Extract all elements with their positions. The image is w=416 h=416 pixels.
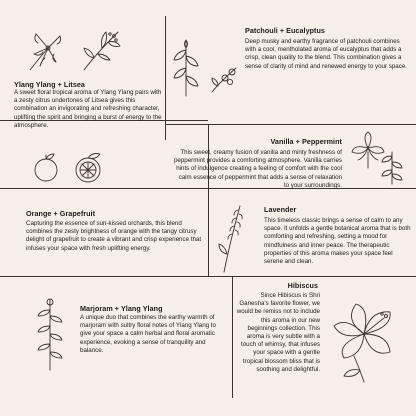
divider [165,124,416,125]
marjoram-sprig-icon [30,296,70,372]
section-description: Deep musky and earthy fragrance of patchouli combines with a cool, mentholated aroma of eucalyptus that adds a crisp, clean quality to the blend. This combination gives a sense of clarity of mind and renewed energy to your space. [245,38,407,70]
lavender-sprig-icon [216,202,246,274]
section-description: This sweet, creamy fusion of vanilla and minty freshness of peppermint provides a comforting atmosphere. Vanilla carries hints of indulgence creating a feeling of comfort with the cool calm essence of peppermint that adds a sense of relaxation to your surroundings. [173,149,342,189]
divider [165,16,166,140]
orange-fruit-icon [30,152,62,184]
section-title: Hibiscus [287,281,318,290]
section-description: A unique duo that combines the earthy warmth of marjoram with sultry floral notes of Ylang Ylang to give your space a calm herbal and floral aromatic experience, evoking a sense of tranquility and balance. [80,314,216,354]
section-title: Patchouli + Eucalyptus [245,26,325,35]
peppermint-sprig-icon [380,148,404,186]
section-title: Lavender [264,205,297,214]
patchouli-stem-icon [172,34,202,98]
section-description: A sweet floral tropical aroma of Ylang Ylang pairs with a zesty citrus undertones of Litsea gives this combination an invigorating and refreshing character, uplifting the spirit and bringing a burst of energy to the atmosphere. [14,89,162,129]
litsea-branch-icon [80,26,122,72]
ylang-ylang-flower-icon [26,26,70,70]
section-title: Vanilla + Peppermint [270,137,342,146]
section-description: Since Hibiscus is Shri Ganesha's favorite flower, we would be remiss not to include this aroma in our new beginnings collection. This aroma is very subtle with a touch of whimsy, that infuses your space with a gentle tropical blossom bliss that is soothing and delightful. [236,292,320,373]
grapefruit-fruit-icon [70,150,106,186]
section-title: Orange + Grapefruit [26,209,96,218]
section-title: Marjoram + Ylang Ylang [80,304,163,313]
divider [0,276,416,277]
section-description: Capturing the essence of sun-kissed orchards, this blend combines the zesty brightness of orange with the tangy citrusy delight of grapefruit to create a vibrant and crisp experience that infuses your space with fresh uplifting energy. [26,220,202,252]
section-description: This timeless classic brings a sense of calm to any space. It unfolds a gentle botanical aroma that is both comforting and refreshing, setting a mood for mindfulness and inner peace. The therapeutic properties of this aroma makes your space feel serene and clean. [264,217,411,266]
divider [208,188,209,276]
hibiscus-flower-icon [324,298,404,384]
section-title: Ylang Ylang + Litsea [14,80,85,89]
eucalyptus-pod-icon [210,64,240,94]
